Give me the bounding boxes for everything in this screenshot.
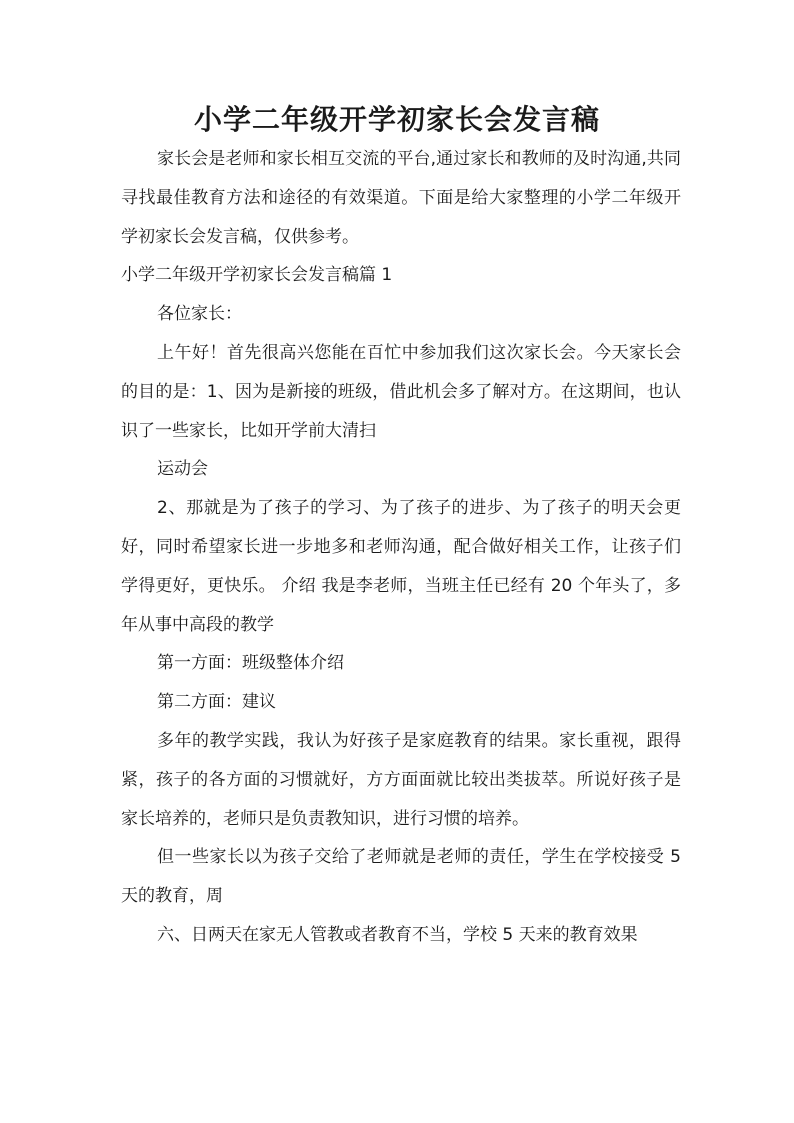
document-body bbox=[121, 140, 681, 955]
paragraph-weekend: 六、日两天在家无人管教或者教育不当，学校 5 天来的教育效果 bbox=[157, 924, 638, 945]
paragraph-part-two: 第二方面：建议 bbox=[157, 692, 276, 713]
document-title: 小学二年级开学初家长会发言稿 bbox=[193, 103, 600, 136]
paragraph-opening: 上午好！首先很高兴您能在百忙中参加我们这次家长会。今天家长会的目的是：1、因为是新接的班级，借此机会多了解对方。在这期间，也认识了一些家长，比如开学前大清扫 bbox=[121, 342, 681, 441]
paragraph-part-one: 第一方面：班级整体介绍 bbox=[157, 653, 344, 674]
paragraph-sports-meet: 运动会 bbox=[157, 459, 208, 480]
paragraph-teaching-experience: 多年的教学实践，我认为好孩子是家庭教育的结果。家长重视，跟得紧，孩子的各方面的习惯就好，方方面面就比较出类拔萃。所说好孩子是家长培养的，老师只是负责教知识，进行习惯的培养。 bbox=[121, 730, 681, 829]
paragraph-intro: 家长会是老师和家长相互交流的平台,通过家长和教师的及时沟通,共同寻找最佳教育方法和途径的有效渠道。下面是给大家整理的小学二年级开学初家长会发言稿，仅供参考。 bbox=[121, 149, 681, 247]
paragraph-greeting: 各位家长： bbox=[157, 304, 242, 325]
section-heading: 小学二年级开学初家长会发言稿篇 1 bbox=[121, 265, 393, 286]
paragraph-purpose: 2、那就是为了孩子的学习、为了孩子的进步、为了孩子的明天会更好，同时希望家长进一步地多和老师沟通，配合做好相关工作，让孩子们学得更好，更快乐。 介绍 我是李老师，当班主任已经有 20 个年头了，多年从事中高段的教学 bbox=[121, 498, 681, 635]
paragraph-parent-responsibility: 但一些家长以为孩子交给了老师就是老师的责任，学生在学校接受 5 天的教育，周 bbox=[121, 847, 681, 907]
